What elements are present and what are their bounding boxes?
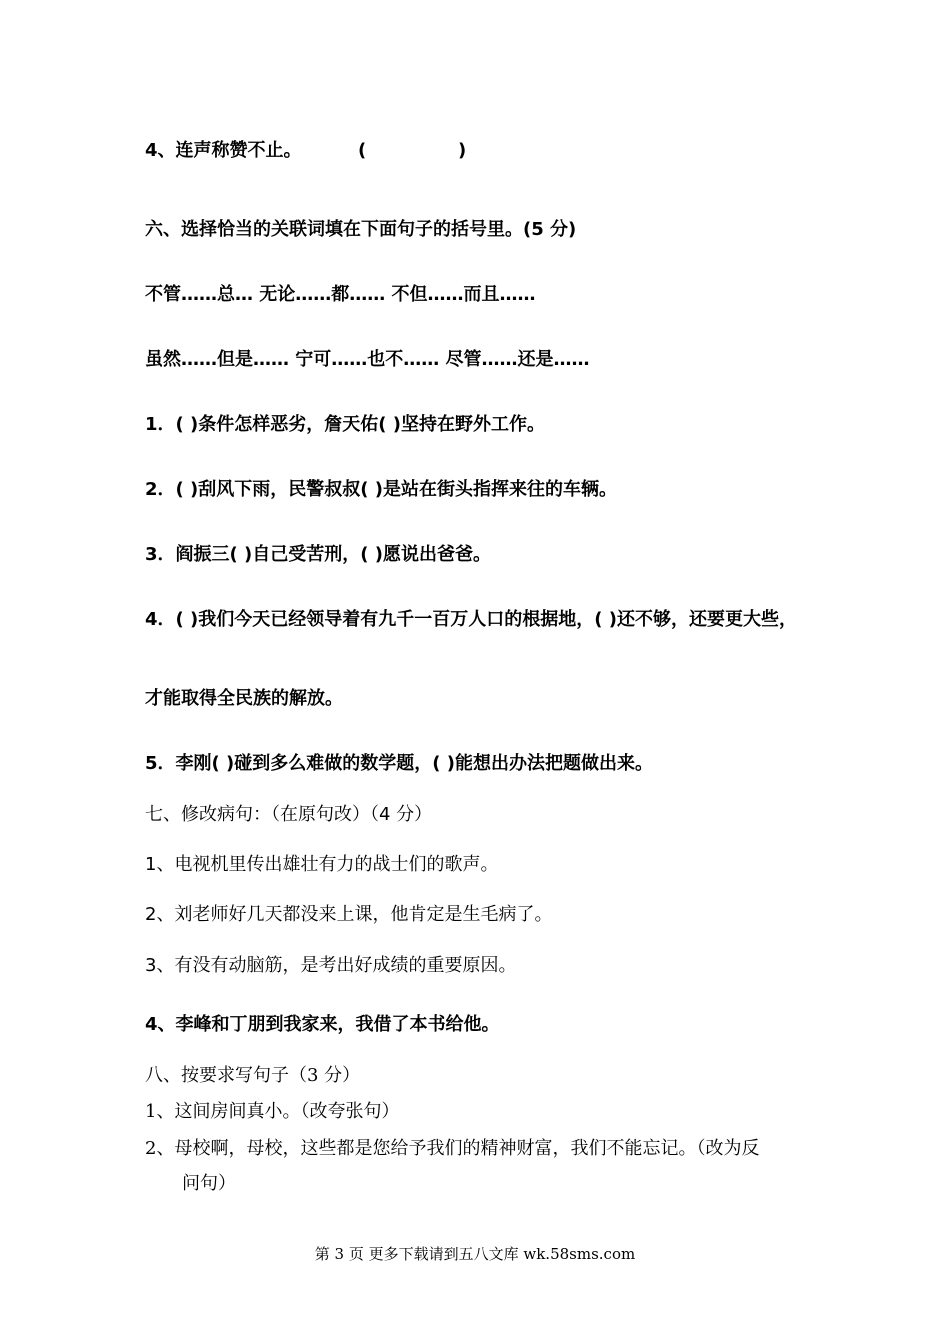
word-bank-row-2: 虽然……但是…… 宁可……也不…… 尽管……还是…… [145, 349, 590, 370]
section-6-item-2: 2．( )刮风下雨，民警叔叔( )是站在街头指挥来往的车辆。 [145, 479, 617, 500]
answer-paren-open: ( [358, 140, 367, 161]
section-8-item-2: 2、母校啊，母校，这些都是您给予我们的精神财富，我们不能忘记。（改为反 [145, 1138, 760, 1159]
section-7-title: 七、修改病句：（在原句改）（4 分） [145, 804, 433, 825]
word-bank-row-1: 不管……总… 无论……都…… 不但……而且…… [145, 284, 536, 305]
question-text: 4、连声称赞不止。 [145, 140, 302, 161]
page-footer: 第 3 页 更多下载请到五八文库 wk.58sms.com [314, 1245, 636, 1263]
section-6-item-3: 3．阎振三( )自己受苦刑，( )愿说出爸爸。 [145, 544, 491, 565]
section-7-item-1: 1、电视机里传出雄壮有力的战士们的歌声。 [145, 854, 499, 875]
section-7-item-3: 3、有没有动脑筋，是考出好成绩的重要原因。 [145, 955, 517, 976]
section-8-title: 八、按要求写句子（3 分） [145, 1065, 361, 1086]
section-6-item-4: 4．( )我们今天已经领导着有九千一百万人口的根据地，( )还不够，还要更大些， [145, 609, 797, 630]
section-8-item-1: 1、这间房间真小。（改夸张句） [145, 1101, 400, 1122]
answer-paren-close: ) [458, 140, 467, 161]
section-6-item-5: 5．李刚( )碰到多么难做的数学题，( )能想出办法把题做出来。 [145, 753, 653, 774]
section-6-title: 六、选择恰当的关联词填在下面句子的括号里。(5 分) [145, 219, 577, 240]
section-6-item-1: 1．( )条件怎样恶劣，詹天佑( )坚持在野外工作。 [145, 414, 545, 435]
section-8-item-2-continued: 问句） [182, 1173, 236, 1194]
section-7-item-2: 2、刘老师好几天都没来上课，他肯定是生毛病了。 [145, 904, 553, 925]
section-6-item-4-continued: 才能取得全民族的解放。 [145, 688, 343, 709]
section-7-item-4: 4、李峰和丁朋到我家来，我借了本书给他。 [145, 1014, 500, 1035]
